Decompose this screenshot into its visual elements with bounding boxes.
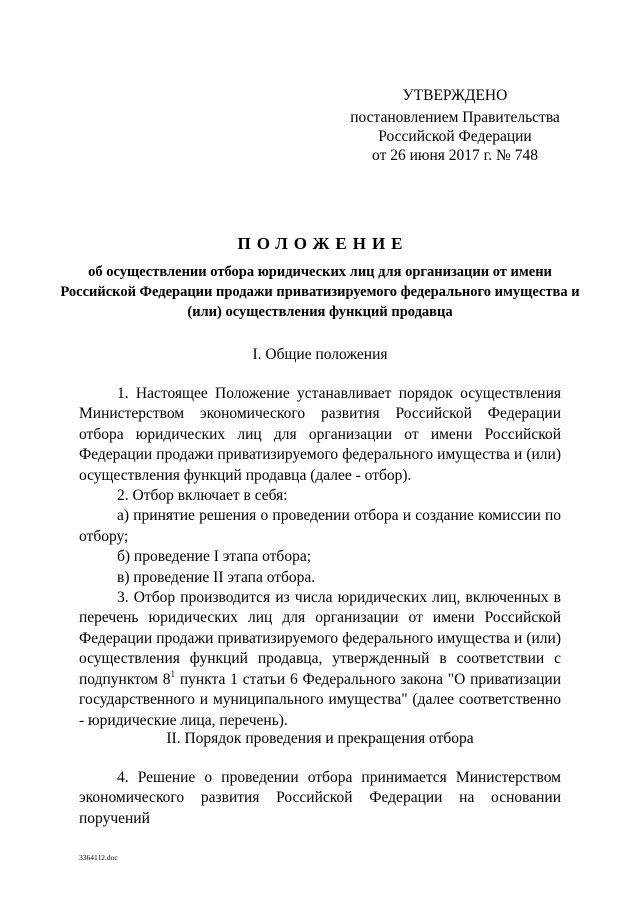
approval-line: Российской Федерации bbox=[378, 128, 532, 145]
document-subtitle: об осуществлении отбора юридических лиц для организации от имени Российской Федерации продажи приватизируемого федерального имущества и (или) осуществления функций продавца bbox=[60, 264, 580, 320]
paragraph bbox=[79, 588, 561, 731]
paragraph: б) проведение I этапа отбора; bbox=[117, 548, 311, 566]
paragraph: 1. Настоящее Положение устанавливает порядок осуществления Министерством экономического развития Российской Федерации отбора юридических лиц для организации от имени Российской Федерации продажи приватизируемого федерального имущества и (или) осуществления функций продавца (далее - отбор). bbox=[79, 385, 561, 484]
paragraph-text: 3. Отбор производится из числа юридических лиц, включенных в перечень юридических лиц для организации от имени Российской Федерации продажи приватизируемого федерального имущества и (или) осуществления функций продавца, утвержденный в соответствии с подпунктом 8 bbox=[79, 589, 561, 688]
approval-title: УТВЕРЖДЕНО bbox=[402, 87, 508, 104]
superscript: 1 bbox=[170, 668, 176, 679]
paragraph: 2. Отбор включает в себя: bbox=[117, 487, 288, 505]
paragraph: 4. Решение о проведении отбора принимается Министерством экономического развития Российской Федерации на основании поручений bbox=[79, 769, 561, 827]
approval-date: от 26 июня 2017 г. № 748 bbox=[372, 147, 538, 164]
paragraph: а) принятие решения о проведении отбора и создание комиссии по отбору; bbox=[79, 507, 561, 545]
paragraph-text: пункта 1 статьи 6 Федерального закона "О приватизации государственного и муниципального имущества" (далее соответственно - юридические лица, перечень). bbox=[79, 670, 562, 729]
approval-line: постановлением Правительства bbox=[350, 109, 560, 126]
section-heading: II. Порядок проведения и прекращения отбора bbox=[166, 730, 474, 747]
section-heading: I. Общие положения bbox=[252, 346, 388, 363]
section-body bbox=[79, 384, 561, 731]
section-body bbox=[79, 768, 561, 829]
document-title: ПОЛОЖЕНИЕ bbox=[237, 234, 409, 253]
paragraph: в) проведение II этапа отбора. bbox=[117, 568, 316, 586]
file-name-footer: 3364112.doc bbox=[79, 853, 118, 862]
